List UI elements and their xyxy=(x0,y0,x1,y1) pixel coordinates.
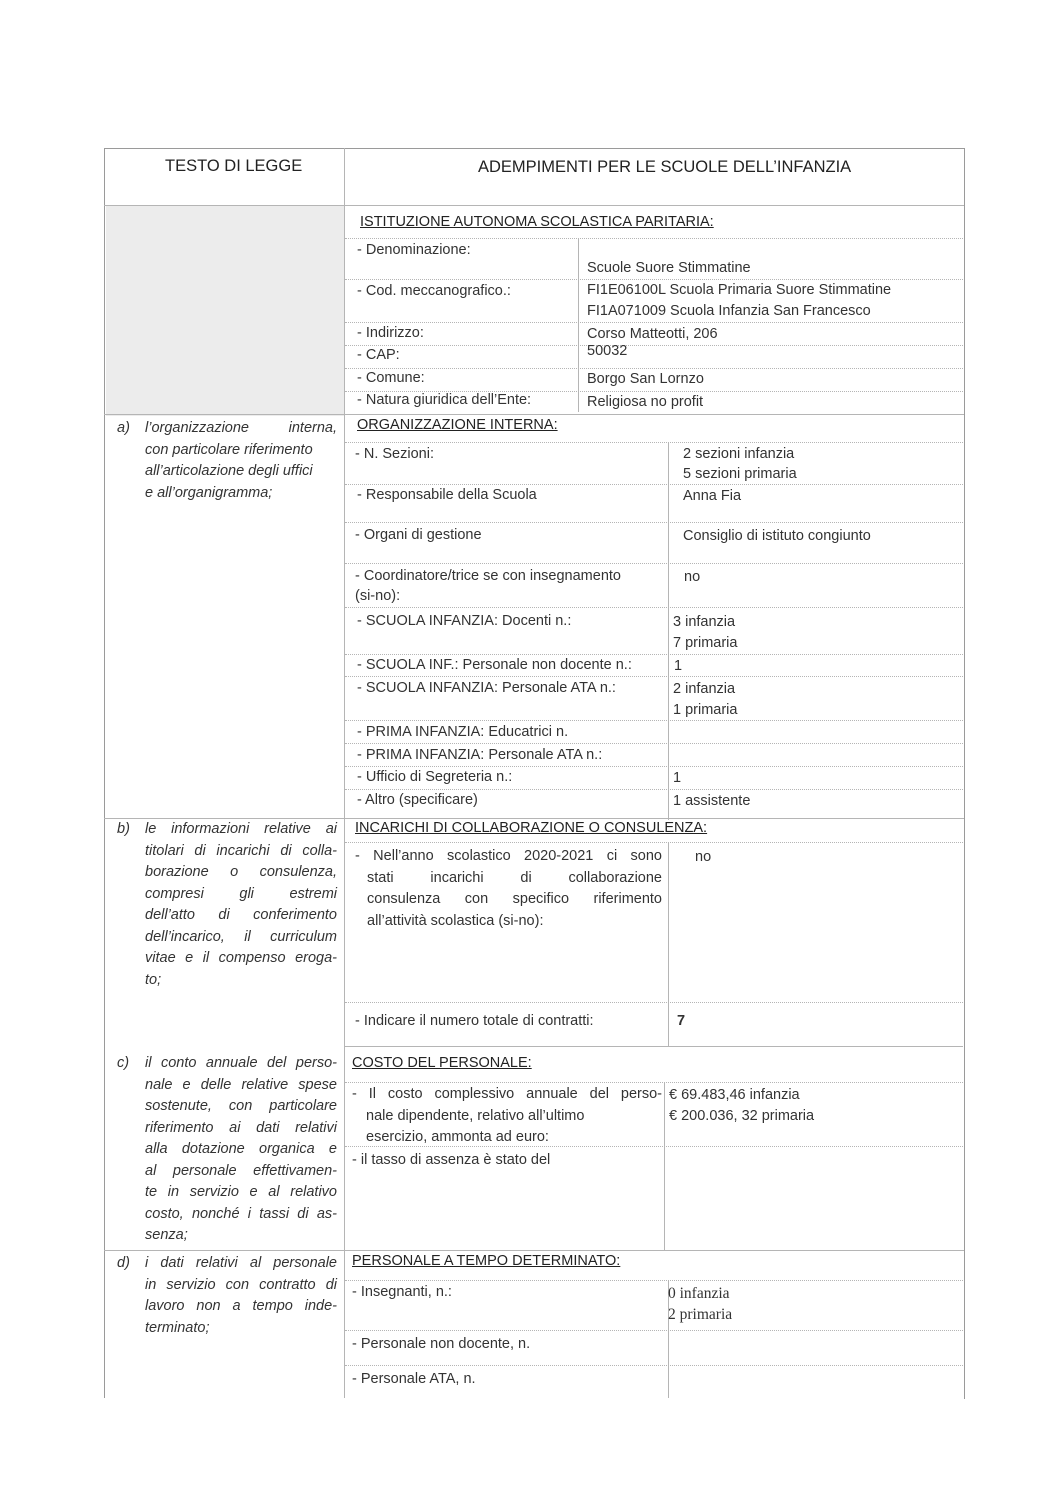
row-rule xyxy=(345,1330,963,1331)
docenti-label: - SCUOLA INFANZIA: Docenti n.: xyxy=(357,613,572,629)
cap-value: 50032 xyxy=(587,343,628,359)
law-marker-c: c) xyxy=(117,1055,130,1071)
incarichi-q-line: stati incarichi di collaborazione xyxy=(367,869,662,886)
row-rule xyxy=(345,442,963,443)
table-edge-bottom xyxy=(104,1398,964,1399)
cod-meccanografico-value-1: FI1E06100L Scuola Primaria Suore Stimmatine xyxy=(587,282,892,298)
coordinatore-label-1: - Coordinatore/trice se con insegnamento xyxy=(355,568,621,584)
value-divider-1 xyxy=(578,238,579,412)
law-a-line: all’articolazione degli uffici xyxy=(145,463,313,479)
row-rule xyxy=(345,676,963,677)
non-docente-value: 1 xyxy=(674,658,683,674)
cod-meccanografico-value-2: FI1A071009 Scuola Infanzia San Francesco xyxy=(587,303,871,319)
law-b-line: vitae e il compenso eroga- xyxy=(145,950,337,966)
row-rule xyxy=(345,720,963,721)
law-b-line: borazione o consulenza, xyxy=(145,864,337,880)
contratti-label: - Indicare il numero totale di contratti: xyxy=(355,1013,594,1029)
value-divider-2 xyxy=(668,442,669,820)
law-c-line: sostenute, con particolare xyxy=(145,1098,337,1114)
organi-label: - Organi di gestione xyxy=(355,527,482,543)
costo-line: nale dipendente, relativo all’ultimo xyxy=(366,1107,585,1124)
costo-value-2: € 200.036, 32 primaria xyxy=(669,1108,815,1124)
law-marker-d: d) xyxy=(117,1255,130,1271)
costo-description xyxy=(352,1084,662,1149)
sezioni-label: - N. Sezioni: xyxy=(355,446,434,462)
section-title-costo: COSTO DEL PERSONALE: xyxy=(352,1055,532,1071)
ata-label: - SCUOLA INFANZIA: Personale ATA n.: xyxy=(357,680,616,696)
law-b-line: dell’incarico, il curriculum xyxy=(145,928,337,945)
incarichi-q-line: - Nell’anno scolastico 2020-2021 ci sono xyxy=(355,848,662,864)
law-d-line: lavoro non a tempo inde- xyxy=(145,1298,337,1314)
header-adempimenti: ADEMPIMENTI PER LE SCUOLE DELL’INFANZIA xyxy=(478,158,852,176)
column-divider xyxy=(344,148,345,1398)
row-rule xyxy=(345,1365,963,1366)
natura-giuridica-value: Religiosa no profit xyxy=(587,394,704,410)
law-d-line: in servizio con contratto di xyxy=(145,1276,337,1293)
denominazione-value: Scuole Suore Stimmatine xyxy=(587,260,751,276)
row-rule xyxy=(345,238,963,239)
law-a-line: e all’organigramma; xyxy=(145,484,273,501)
incarichi-q-line: consulenza con specifico riferimento xyxy=(367,891,662,907)
insegnanti-value-2: 2 primaria xyxy=(668,1306,733,1323)
incarichi-value: no xyxy=(695,849,712,865)
law-c-line: nale e delle relative spese xyxy=(145,1076,337,1093)
docenti-value-2: 7 primaria xyxy=(673,635,738,651)
law-text-a xyxy=(117,418,337,504)
row-rule xyxy=(345,322,963,323)
law-text-d xyxy=(117,1253,337,1339)
segreteria-value: 1 xyxy=(673,770,682,786)
row-rule xyxy=(345,1280,963,1281)
responsabile-label: - Responsabile della Scuola xyxy=(357,487,537,503)
law-marker-b: b) xyxy=(117,821,130,837)
prima-infanzia-ata-label: - PRIMA INFANZIA: Personale ATA n.: xyxy=(357,747,603,763)
cap-label: - CAP: xyxy=(357,347,400,363)
costo-line: esercizio, ammonta ad euro: xyxy=(366,1129,549,1145)
law-b-line: to; xyxy=(145,971,162,988)
law-c-line: alla dotazione organica e xyxy=(145,1141,337,1157)
law-d-line: i dati relativi al personale xyxy=(145,1255,337,1271)
law-d-line: terminato; xyxy=(145,1319,210,1336)
shaded-cell xyxy=(106,206,344,416)
responsabile-value: Anna Fia xyxy=(683,488,742,504)
value-divider-3 xyxy=(668,842,669,1046)
law-marker-a: a) xyxy=(117,420,130,436)
educatrici-label: - PRIMA INFANZIA: Educatrici n. xyxy=(357,724,569,740)
costo-line: - Il costo complessivo annuale del perso- xyxy=(352,1086,662,1102)
segreteria-label: - Ufficio di Segreteria n.: xyxy=(357,769,513,785)
law-b-line: dell’atto di conferimento xyxy=(145,907,337,923)
law-c-line: riferimento ai dati relativi xyxy=(145,1119,337,1136)
incarichi-question xyxy=(355,846,662,932)
law-b-line: le informazioni relative ai xyxy=(145,821,337,837)
law-c-line: senza; xyxy=(145,1227,188,1243)
value-divider-4 xyxy=(664,1082,665,1250)
row-rule xyxy=(345,345,963,346)
costo-value-1: € 69.483,46 infanzia xyxy=(669,1087,800,1103)
ata-value-2: 1 primaria xyxy=(673,702,738,718)
incarichi-q-line: all’attività scolastica (si-no): xyxy=(367,912,544,929)
section-title-tempo-determinato: PERSONALE A TEMPO DETERMINATO: xyxy=(352,1253,621,1269)
indirizzo-value: Corso Matteotti, 206 xyxy=(587,326,718,342)
law-b-line: compresi gli estremi xyxy=(145,885,337,902)
insegnanti-value-1: 0 infanzia xyxy=(668,1285,730,1302)
law-text-b xyxy=(117,819,337,991)
organi-value: Consiglio di istituto congiunto xyxy=(683,528,871,544)
law-c-line: il conto annuale del perso- xyxy=(145,1055,337,1071)
comune-label: - Comune: xyxy=(357,370,425,386)
insegnanti-label: - Insegnanti, n.: xyxy=(352,1284,452,1300)
row-rule xyxy=(345,563,963,564)
header-testo-di-legge: TESTO DI LEGGE xyxy=(165,157,303,175)
denominazione-label: - Denominazione: xyxy=(357,242,471,258)
tempo-det-non-docente-label: - Personale non docente, n. xyxy=(352,1336,531,1352)
indirizzo-label: - Indirizzo: xyxy=(357,325,424,341)
assenza-label: - il tasso di assenza è stato del xyxy=(352,1152,551,1168)
row-rule xyxy=(345,607,963,608)
row-rule xyxy=(345,522,963,523)
row-rule xyxy=(345,743,963,744)
row-rule xyxy=(345,842,963,843)
law-a-line: l’organizzazione interna, xyxy=(145,420,337,436)
non-docente-label: - SCUOLA INF.: Personale non docente n.: xyxy=(357,657,632,673)
natura-giuridica-label: - Natura giuridica dell’Ente: xyxy=(357,392,532,408)
coordinatore-label-2: (si-no): xyxy=(355,588,401,604)
header-rule xyxy=(104,205,964,206)
section-title-istituzione: ISTITUZIONE AUTONOMA SCOLASTICA PARITARIA: xyxy=(360,214,714,230)
altro-value: 1 assistente xyxy=(673,793,751,809)
row-rule xyxy=(345,1002,963,1003)
ata-value-1: 2 infanzia xyxy=(673,681,736,697)
law-c-line: al personale effettivamen- xyxy=(145,1162,337,1179)
section-title-organizzazione: ORGANIZZAZIONE INTERNA: xyxy=(357,417,558,433)
law-text-c xyxy=(117,1053,337,1247)
altro-label: - Altro (specificare) xyxy=(357,792,478,808)
contratti-value: 7 xyxy=(677,1013,686,1029)
law-c-line: te in servizio e al relativo xyxy=(145,1184,337,1200)
section-title-incarichi: INCARICHI DI COLLABORAZIONE O CONSULENZA: xyxy=(355,820,708,836)
sezioni-value-1: 2 sezioni infanzia xyxy=(683,446,795,462)
law-a-line: con particolare riferimento xyxy=(145,441,313,458)
sezioni-value-2: 5 sezioni primaria xyxy=(683,466,797,482)
section-rule xyxy=(345,1046,963,1047)
law-b-line: titolari di incarichi di colla- xyxy=(145,842,337,859)
law-c-line: costo, nonché i tassi di as- xyxy=(145,1205,337,1222)
row-rule xyxy=(345,1082,963,1083)
cod-meccanografico-label: - Cod. meccanografico.: xyxy=(357,283,511,299)
tempo-det-ata-label: - Personale ATA, n. xyxy=(352,1371,476,1387)
coordinatore-value: no xyxy=(684,569,701,585)
docenti-value-1: 3 infanzia xyxy=(673,614,736,630)
comune-value: Borgo San Lornzo xyxy=(587,371,704,387)
